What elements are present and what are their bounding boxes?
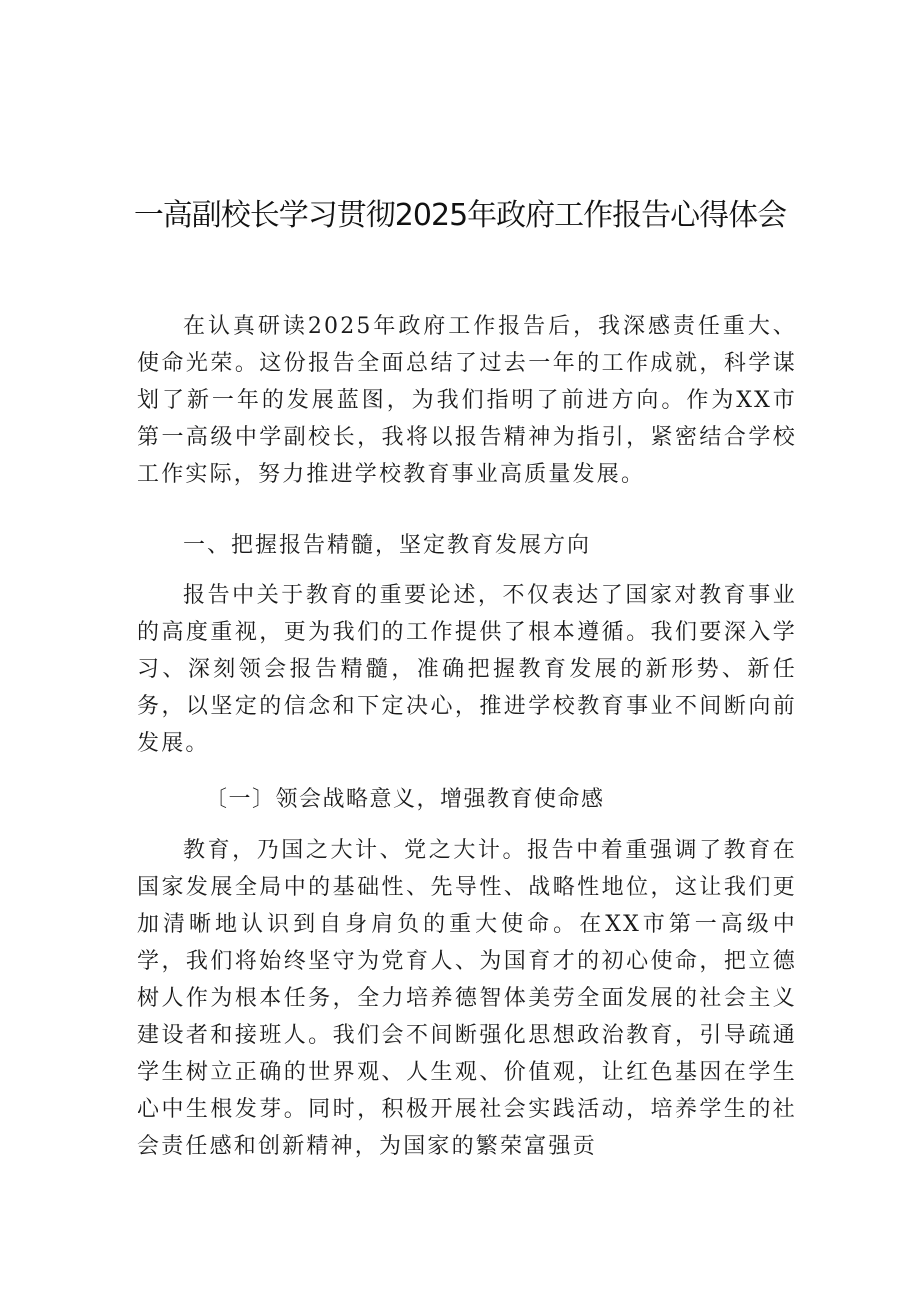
section-heading-1: 一、把握报告精髓，坚定教育发展方向 xyxy=(183,533,592,558)
paragraph-subsection-1: 教育，乃国之大计、党之大计。报告中着重强调了教育在国家发展全局中的基础性、先导性、战略性地位，这让我们更加清晰地认识到自身肩负的重大使命。在XX市第一高级中学，我们将始终坚守为党育人、为国育才的初心使命，把立德树人作为根本任务，全力培养德智体美劳全面发展的社会主义建设者和接班人。我们会不间断强化思想政治教育，引导疏通学生树立正确的世界观、人生观、价值观，让红色基因在学生心中生根发芽。同时，积极开展社会实践活动，培养学生的社会责任感和创新精神，为国家的繁荣富强贡 xyxy=(137,838,797,1159)
paragraph-intro: 在认真研读2025年政府工作报告后，我深感责任重大、使命光荣。这份报告全面总结了过去一年的工作成就，科学谋划了新一年的发展蓝图，为我们指明了前进方向。作为XX市第一高级中学副校长，我将以报告精神为指引，紧密结合学校工作实际，努力推进学校教育事业高质量发展。 xyxy=(137,314,797,487)
subsection-heading-1: 〔一〕领会战略意义，增强教育使命感 xyxy=(205,787,605,812)
paragraph-section-1: 报告中关于教育的重要论述，不仅表达了国家对教育事业的高度重视，更为我们的工作提供了根本遵循。我们要深入学习、深刻领会报告精髓，准确把握教育发展的新形势、新任务，以坚定的信念和下定决心，推进学校教育事业不间断向前发展。 xyxy=(137,583,797,756)
document-title: 一高副校长学习贯彻2025年政府工作报告心得体会 xyxy=(133,198,787,233)
